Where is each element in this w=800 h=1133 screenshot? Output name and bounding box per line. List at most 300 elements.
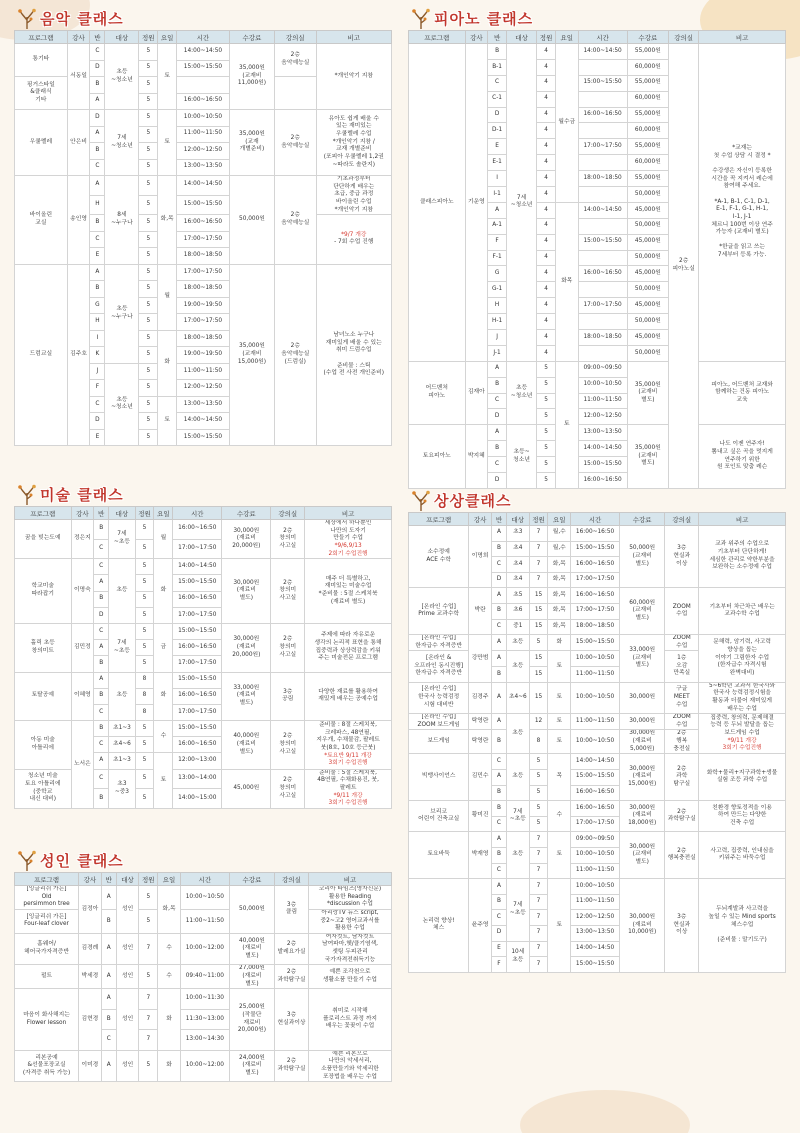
cell-program: 바이올린 교실 (15, 176, 68, 265)
cell-target: 초1~3 (109, 721, 135, 737)
cell-program: 어드벤처 피아노 (409, 361, 466, 425)
table-row (15, 965, 392, 989)
cell-time: 10:00~10:50 (180, 886, 229, 910)
cell-time: 16:00~16:50 (578, 107, 627, 123)
cell-target: 7세 ~초등 (109, 623, 135, 672)
cell-fee: 55,000원 (627, 75, 668, 91)
cell-room: ZOOM 수업 (665, 588, 699, 635)
cell-capacity: 5 (139, 44, 158, 61)
cell-room: 2층 행복 충전실 (665, 730, 699, 754)
cell-class: B (90, 143, 105, 160)
cell-teacher: 이명숙 (71, 559, 94, 624)
cell-time: 17:00~17:50 (177, 264, 230, 281)
cell-time: 15:00~15:50 (177, 195, 230, 215)
cell-room: 2층 발레요가실 (275, 933, 309, 965)
cell-capacity: 4 (537, 155, 556, 171)
cell-class: E-1 (488, 155, 507, 171)
cell-note: 두뇌계발과 사고력을 높일 수 있는 Mind sports 체스수업 (준비물 : 말기도구) (699, 879, 786, 973)
cell-time: 14:00~15:00 (173, 789, 222, 809)
cell-class: G-1 (488, 282, 507, 298)
cell-room: ZOOM 수업 (665, 714, 699, 730)
header-room: 강의실 (271, 507, 305, 520)
cell-fee: 30,000원 (620, 682, 665, 714)
cell-target: 성인 (116, 989, 139, 1051)
music-table (14, 30, 392, 446)
cell-capacity: 8 (135, 688, 154, 704)
cell-time: 17:00~17:50 (578, 298, 627, 314)
cell-day: 수 (154, 721, 173, 753)
table-row (15, 886, 392, 910)
cell-fee: 33,000원 (교재비 별도) (620, 635, 665, 682)
cell-fee: 35,000원 (교재비 11,000원) (229, 44, 274, 110)
header-teacher: 강사 (67, 31, 90, 44)
cell-target: 초4 (507, 572, 530, 588)
cell-note: 나도 이젠 연주자! 뽐내고 싶은 곡을 멋지게 연주하기 위한 원 포인트 맞춤 레슨 (699, 425, 786, 489)
header-class: 반 (488, 31, 507, 44)
cell-time: 14:00~14:50 (571, 754, 620, 770)
header-room: 강의실 (275, 873, 309, 886)
cell-time: 11:00~11:50 (578, 393, 627, 409)
cell-program: 소수정예 ACE 수학 (409, 526, 469, 588)
cell-capacity: 5 (139, 314, 158, 331)
note-line: 능력 등 두뇌 발달을 돕는 (710, 722, 774, 729)
cell-capacity: 5 (139, 143, 158, 160)
cell-class: G (488, 266, 507, 282)
cell-time: 17:00~17:50 (571, 572, 620, 588)
cell-teacher: 정은지 (71, 520, 94, 559)
cell-fee: 45,000원 (627, 298, 668, 314)
cell-time: 16:00~16:50 (173, 520, 222, 540)
cell-target: 7세 ~청소년 (507, 44, 537, 362)
cell-capacity: 5 (139, 330, 158, 347)
cell-room: 2층 행복충전실 (665, 832, 699, 879)
cell-class: C (488, 75, 507, 91)
cell-room: 3층 클림 (275, 886, 309, 934)
cell-capacity: 5 (139, 380, 158, 397)
cell-capacity: 5 (139, 264, 158, 281)
cell-time: 16:00~16:50 (177, 215, 230, 232)
header-time: 시간 (180, 873, 229, 886)
header-row (15, 873, 392, 886)
cell-class: E (90, 429, 105, 446)
cell-room: 1층 오감 만족실 (665, 651, 699, 682)
cell-class: B (90, 215, 105, 232)
cell-class: A (94, 753, 109, 769)
cell-class: C (488, 393, 507, 409)
cell-time: 16:00~16:50 (571, 526, 620, 542)
cell-day: 화,목 (548, 557, 571, 573)
art-header (14, 484, 392, 506)
cell-room: 3층 공림 (271, 672, 305, 721)
cell-day: 화,목 (548, 619, 571, 635)
cell-class: B-1 (488, 59, 507, 75)
cell-time: 15:00~15:50 (173, 575, 222, 591)
cell-class: H (488, 298, 507, 314)
cell-day: 월 (154, 520, 173, 559)
cell-room: 2층 창의미 사고실 (271, 520, 305, 559)
cell-capacity: 5 (135, 559, 154, 575)
header-day: 요일 (158, 31, 177, 44)
cell-program: 우쿨렐레 (15, 110, 68, 176)
cell-capacity: 4 (537, 330, 556, 346)
cell-day: 월,수 (548, 526, 571, 542)
cell-program: 청소년 미술 토요 아틀리에 (중학교 내신 대비) (15, 769, 72, 808)
cell-target: 초등 ~청소년 (507, 361, 537, 425)
cell-fee: 50,000원 (교재비 별도) (620, 526, 665, 588)
cell-program: 마음이 화사해지는 Flower lesson (15, 989, 79, 1051)
cell-target: 10세 초등 (507, 941, 530, 972)
cell-class: C (491, 863, 506, 879)
cell-room (275, 77, 316, 110)
cell-time: 18:00~18:50 (578, 171, 627, 187)
cell-capacity: 5 (135, 753, 154, 769)
cell-time: 14:00~14:50 (173, 559, 222, 575)
cell-target: 초1~3 (109, 753, 135, 769)
cell-target: 초등 (507, 651, 530, 682)
cell-class: A (90, 176, 105, 196)
note-line: 3회기 수업진행 (722, 745, 762, 752)
cell-target: 7세 ~초등 (109, 520, 135, 559)
cell-day: 화 (158, 330, 177, 396)
cell-class: B (488, 377, 507, 393)
header-fee: 수강료 (229, 31, 274, 44)
note-line: *9/11 개강 (727, 737, 757, 744)
cell-target: 7세 ~초등 (507, 879, 530, 941)
cell-class: A (491, 651, 506, 667)
cell-day: 토 (548, 730, 571, 754)
cell-time: 16:00~16:50 (571, 801, 620, 817)
background-blob (520, 1090, 690, 1133)
cell-capacity: 5 (139, 281, 158, 298)
cell-capacity: 15 (529, 651, 548, 667)
cell-capacity: 5 (139, 965, 158, 989)
header-row (15, 31, 392, 44)
cell-program: 홈웨어/ 헤어국가자격증반 (15, 933, 79, 965)
cell-capacity: 4 (537, 250, 556, 266)
cell-time: 17:00~17:50 (173, 704, 222, 720)
piano-header (408, 8, 786, 30)
cell-teacher: 김현경 (79, 989, 102, 1051)
cell-capacity: 7 (529, 526, 548, 542)
cell-capacity: 5 (139, 347, 158, 364)
cell-fee: 30,000원 (재료비 18,000원) (620, 801, 665, 832)
cell-capacity: 4 (537, 298, 556, 314)
cell-capacity: 5 (139, 215, 158, 232)
note-line: 준비물 : 8절 스케치북, (319, 721, 378, 728)
cell-time: 17:00~17:50 (173, 539, 222, 559)
header-note: 비고 (305, 507, 392, 520)
cell-capacity: 4 (537, 171, 556, 187)
cell-target: 초등 (109, 672, 135, 721)
cell-day: 토 (158, 110, 177, 176)
cell-note: *개인악기 지참 (316, 44, 391, 110)
header-teacher: 강사 (469, 513, 492, 526)
cell-class: K (90, 347, 105, 364)
cell-time: 16:00~16:50 (571, 557, 620, 573)
cell-fee: 33,000원 (재료비 별도) (222, 672, 271, 721)
cell-class: A (90, 93, 105, 110)
cell-class: B (94, 721, 109, 737)
cell-room: 2층 창의미 사고실 (271, 623, 305, 672)
cell-capacity: 7 (529, 557, 548, 573)
cell-class: C (491, 619, 506, 635)
header-target: 대상 (105, 31, 139, 44)
cell-class: A (101, 989, 116, 1010)
header-day: 요일 (548, 513, 571, 526)
cell-capacity: 5 (537, 409, 556, 425)
cell-fee: 55,000원 (627, 107, 668, 123)
table-row (15, 721, 392, 737)
cell-room: 2층 과학탐구실 (275, 965, 309, 989)
cell-class: B (488, 44, 507, 60)
cell-fee: 50,000원 (627, 250, 668, 266)
cell-time: 09:00~09:50 (571, 832, 620, 848)
cell-day: 수 (548, 801, 571, 832)
cell-fee: 50,000원 (627, 187, 668, 203)
cell-class: A (94, 575, 109, 591)
header-target: 대상 (507, 513, 530, 526)
cell-time (177, 77, 230, 94)
cell-capacity: 5 (529, 754, 548, 770)
header-room: 강의실 (669, 31, 699, 44)
cell-program: 홀릭 초등 창의미트 (15, 623, 72, 672)
note-line: 지우개, 수채물감, 팔레트 (316, 737, 380, 744)
cell-target: 초등~ 청소년 (507, 425, 537, 489)
header-capacity: 정원 (139, 31, 158, 44)
cell-time: 15:00~15:50 (578, 234, 627, 250)
cell-class: A (90, 126, 105, 143)
cell-time: 10:00~12:00 (180, 1050, 229, 1082)
cell-class: B (491, 541, 506, 557)
cell-class: C (90, 231, 105, 248)
cell-day: 화 (548, 635, 571, 651)
cell-time: 16:00~16:50 (173, 591, 222, 607)
cell-note: 매주 더 특별하고, 재미있는 미술수업 *준비물 : 5절 스케치북 (재료비 별도) (305, 559, 392, 624)
cell-time: 09:00~09:50 (578, 361, 627, 377)
piano-section (408, 8, 786, 489)
cell-class: H (90, 314, 105, 331)
cell-day: 목 (548, 754, 571, 801)
cell-time: 15:00~15:50 (173, 721, 222, 737)
cell-class: C-1 (488, 91, 507, 107)
section-title: 음악 클래스 (40, 10, 124, 28)
cell-time: 10:00~11:30 (180, 989, 229, 1010)
tree-icon (410, 8, 432, 30)
cell-target: 초등 ~청소년 (105, 363, 139, 446)
cell-target: 7세 ~청소년 (105, 110, 139, 176)
cell-room: 2층 피아노실 (669, 44, 699, 489)
cell-program: 토탈공예 (15, 672, 72, 721)
cell-target: 초4~6 (109, 737, 135, 753)
note-line: 보드게임 수업 (724, 729, 760, 736)
cell-day: 화 (154, 672, 173, 721)
cell-capacity: 5 (139, 77, 158, 94)
cell-class: J-1 (488, 345, 507, 361)
cell-day: 토 (548, 879, 571, 973)
header-class: 반 (101, 873, 116, 886)
cell-class: D-1 (488, 123, 507, 139)
cell-time: 09:40~11:00 (180, 965, 229, 989)
cell-class: C (90, 44, 105, 61)
cell-capacity: 5 (529, 635, 548, 651)
cell-day: 화 (158, 1050, 181, 1082)
header-target: 대상 (109, 507, 135, 520)
header-note: 비고 (699, 31, 786, 44)
header-fee: 수강료 (620, 513, 665, 526)
cell-program: 논리력 향상! 체스 (409, 879, 469, 973)
cell-capacity: 5 (537, 473, 556, 489)
table-row (409, 879, 786, 895)
cell-target: 초등 (507, 714, 530, 754)
cell-capacity: 5 (139, 60, 158, 77)
cell-teacher: 서동일 (67, 44, 90, 110)
cell-time: 17:00~17:50 (173, 607, 222, 623)
header-program: 프로그램 (15, 873, 79, 886)
cell-class: E (488, 139, 507, 155)
cell-day: 화,목 (158, 886, 181, 934)
cell-room: 2층 과학탐구실 (275, 1050, 309, 1082)
header-note: 비고 (699, 513, 786, 526)
cell-target: 성인 (116, 886, 139, 934)
cell-fee: 50,000원 (229, 176, 274, 265)
cell-note: 사고력, 집중력, 인내심을 키워주는 바둑수업 (699, 832, 786, 879)
cell-capacity: 4 (537, 234, 556, 250)
cell-time: 14:00~14:50 (578, 441, 627, 457)
table-row (409, 526, 786, 542)
cell-note: 유아도 쉽게 배울 수 있는 재미있는 우쿨렐레 수업 *개인악기 지참 / 교재 개별준비 (포피아 우쿨렐레 1,2권 ~따라도 솔란지) (316, 110, 391, 176)
cell-time (578, 123, 627, 139)
cell-note: 친환경 향토정적을 이용 하여 만드는 다양한 건축 수업 (699, 801, 786, 832)
note-line: 붓(8호, 10호 등근붓) (320, 744, 376, 751)
header-teacher: 강사 (79, 873, 102, 886)
cell-time (578, 314, 627, 330)
cell-capacity: 5 (139, 909, 158, 933)
cell-time (578, 282, 627, 298)
cell-fee: 27,000원 (재료비 별도) (229, 965, 274, 989)
cell-day: 월 (158, 264, 177, 330)
cell-fee: 30,000원 (재료비 20,000원) (222, 623, 271, 672)
cell-capacity: 5 (139, 195, 158, 215)
cell-time: 10:00~10:50 (571, 651, 620, 667)
cell-class: D (488, 473, 507, 489)
table-row (409, 714, 786, 730)
cell-teacher: 김민수 (469, 754, 492, 801)
cell-capacity: 7 (529, 832, 548, 848)
table-row (15, 44, 392, 61)
cell-class: B (94, 789, 109, 809)
cell-program: 토요피아노 (409, 425, 466, 489)
cell-class: A (491, 526, 506, 542)
table-row (15, 520, 392, 540)
cell-capacity: 15 (529, 667, 548, 683)
cell-time: 14:00~14:50 (177, 413, 230, 430)
cell-time: 15:00~15:50 (578, 457, 627, 473)
cell-fee: 50,000원 (627, 282, 668, 298)
cell-class: J (488, 330, 507, 346)
cell-capacity: 5 (135, 591, 154, 607)
cell-class: C (94, 704, 109, 720)
cell-note: 코리아 타임즈(영자신문) 활용한 Reading *discussion 수업 (308, 886, 391, 910)
cell-capacity: 5 (139, 93, 158, 110)
cell-time: 12:00~12:50 (177, 380, 230, 397)
cell-time: 15:00~15:50 (571, 635, 620, 651)
cell-fee: 30,000원 (재료비 별도) (222, 559, 271, 624)
note-line: 세상에서 하나뿐인 (324, 520, 372, 526)
header-time: 시간 (578, 31, 627, 44)
note-line: *9/11 개강 (333, 792, 363, 799)
cell-capacity: 7 (529, 894, 548, 910)
cell-capacity: 4 (537, 123, 556, 139)
header-class: 반 (90, 31, 105, 44)
note-line: 2회기 수업진행 (328, 550, 368, 557)
note-line: 크레파스, 48연필, (324, 729, 372, 736)
cell-capacity: 7 (139, 1030, 158, 1051)
cell-day: 토 (548, 651, 571, 682)
cell-capacity: 5 (139, 1050, 158, 1082)
cell-time: 18:00~18:50 (571, 619, 620, 635)
header-capacity: 정원 (139, 873, 158, 886)
cell-teacher: 탁영란 (469, 714, 492, 730)
cell-time: 16:00~16:50 (173, 688, 222, 704)
cell-day: 토 (548, 682, 571, 714)
cell-time: 18:00~18:50 (578, 330, 627, 346)
header-time: 시간 (177, 31, 230, 44)
cell-time: 13:00~14:30 (180, 1030, 229, 1051)
cell-note: 다양한 재료를 활용하여 재밌게 배우는 공예수업 (305, 672, 392, 721)
cell-note: 아리랑TV 뉴스 script, 중2~고2 영어교과서를 활용한 수업 (308, 909, 391, 933)
cell-room: 2층 과학탐구실 (665, 801, 699, 832)
header-time: 시간 (173, 507, 222, 520)
cell-class: B (491, 603, 506, 619)
cell-capacity: 5 (135, 623, 154, 639)
cell-capacity: 4 (537, 107, 556, 123)
cell-capacity: 5 (139, 176, 158, 196)
cell-room: 2층 음악예능실 (275, 44, 316, 77)
cell-target: 초등 ~청소년 (105, 44, 139, 110)
cell-day: 화 (154, 559, 173, 624)
cell-note: 기초부터 차근차근 배우는 교과수학 수업 (699, 588, 786, 635)
cell-program: 핑거스타일 &클래식 기타 (15, 77, 68, 110)
cell-class: F (488, 234, 507, 250)
cell-class: B (90, 77, 105, 94)
cell-time: 14:00~14:50 (177, 44, 230, 61)
cell-capacity: 4 (537, 282, 556, 298)
cell-day: 토 (158, 44, 177, 110)
cell-time: 16:00~16:50 (578, 266, 627, 282)
cell-time: 12:00~13:00 (173, 753, 222, 769)
cell-room: 2층 음악예능실 (275, 110, 316, 176)
cell-time (578, 187, 627, 203)
cell-teacher: 노서은 (71, 721, 94, 809)
header-capacity: 정원 (135, 507, 154, 520)
cell-program: 토요바둑 (409, 832, 469, 879)
cell-class: D (90, 60, 105, 77)
cell-time: 15:00~15:50 (578, 75, 627, 91)
cell-fee: 45,000원 (627, 202, 668, 218)
cell-class: I-1 (488, 187, 507, 203)
cell-note: 예쁜 리본으로 나만의 악세서리, 소품만들기와 악세리한 포장법을 배우는 수업 (308, 1050, 391, 1082)
cell-day: 토 (548, 832, 571, 879)
cell-time: 15:00~15:50 (571, 541, 620, 557)
note-line: 집중력, 창의력, 문제해결 (710, 714, 774, 721)
cell-teacher: 윤주영 (469, 879, 492, 973)
cell-note: 여자컷트, 남자컷트 남여파마,헷/클기염색, 셋팅 두피관리 국가자격전취득기능 (308, 933, 391, 965)
cell-capacity: 4 (537, 75, 556, 91)
cell-capacity: 5 (135, 769, 154, 789)
cell-target: 초등 (507, 754, 530, 801)
cell-capacity: 5 (529, 769, 548, 785)
cell-capacity: 5 (135, 640, 154, 656)
